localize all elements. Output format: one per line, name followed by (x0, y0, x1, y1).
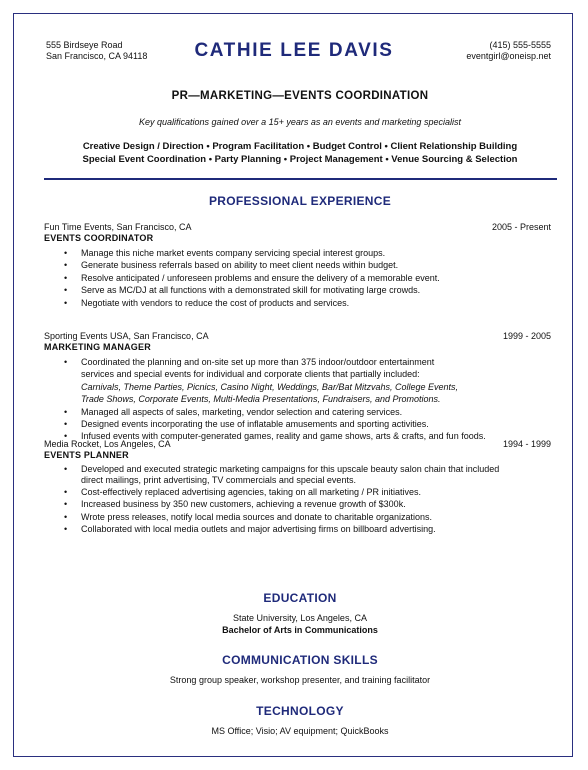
communication-heading: COMMUNICATION SKILLS (222, 653, 378, 667)
job-2-bullets (44, 356, 551, 443)
address-line-1: 555 Birdseye Road (46, 40, 123, 50)
list-item: • Serve as MC/DJ at all functions with a demonstrated skill for motivating large crowds. (44, 284, 551, 296)
technology-text: MS Office; Visio; AV equipment; QuickBooks (211, 726, 389, 736)
bullet-line: direct mailings, print advertising, TV commercials and special events. (81, 475, 356, 485)
job-3-company: Media Rocket, Los Angeles, CA (44, 439, 171, 449)
bullet-line: Trade Shows, Corporate Events, Multi-Media Presentations, Fundraisers, and Promotions. (81, 394, 441, 405)
job-1 (44, 222, 551, 309)
candidate-name: CATHIE LEE DAVIS (194, 40, 394, 61)
job-3-dates: 1994 - 1999 (502, 439, 551, 449)
job-3 (44, 439, 551, 536)
list-item: • Increased business by 350 new customers, achieving a revenue growth of $300k. (44, 498, 551, 510)
bullet-line: Carnivals, Theme Parties, Picnics, Casino Night, Weddings, Bar/Bat Mitzvahs, College Events, (81, 381, 458, 392)
job-1-dates: 2005 - Present (491, 222, 551, 232)
technology-heading: TECHNOLOGY (256, 704, 344, 718)
contact-info (466, 40, 551, 62)
communication-text: Strong group speaker, workshop presenter, and training facilitator (169, 675, 431, 685)
list-item: • Cost-effectively replaced advertising agencies, taking on all marketing / PR initiatives. (44, 486, 551, 498)
job-2-company: Sporting Events USA, San Francisco, CA (44, 331, 209, 341)
email: eventgirl@oneisp.net (466, 51, 551, 61)
job-2-title: MARKETING MANAGER (44, 342, 151, 352)
job-2-dates: 1999 - 2005 (502, 331, 551, 341)
degree: Bachelor of Arts in Communications (222, 624, 378, 635)
keywords-line-2: Special Event Coordination • Party Planning • Project Management • Venue Sourcing & Selection (82, 154, 518, 165)
address-line-2: San Francisco, CA 94118 (46, 51, 148, 61)
school: State University, Los Angeles, CA (233, 613, 367, 623)
education-details (0, 613, 588, 636)
list-item: • Infused events with computer-generated games, reality and game shows, arts & crafts, and fun foods. (44, 430, 551, 442)
keywords (0, 140, 588, 166)
job-1-company: Fun Time Events, San Francisco, CA (44, 222, 192, 232)
job-3-title: EVENTS PLANNER (44, 450, 129, 460)
list-item: • Generate business referrals based on ability to meet client needs within budget. (44, 259, 551, 271)
summary: Key qualifications gained over a 15+ years as an events and marketing specialist (139, 117, 461, 127)
experience-heading: PROFESSIONAL EXPERIENCE (208, 194, 392, 208)
phone: (415) 555-5555 (489, 40, 551, 50)
list-item: • Designed events incorporating the use of inflatable amusements and sporting activities. (44, 418, 551, 430)
list-item: • Negotiate with vendors to reduce the cost of products and services. (44, 297, 551, 309)
list-item: • Collaborated with local media outlets and major advertising firms on billboard advertising. (44, 523, 551, 535)
keywords-line-1: Creative Design / Direction • Program Facilitation • Budget Control • Client Relationship Building (82, 141, 518, 152)
divider (44, 178, 557, 180)
list-item: • Manage this niche market events company servicing special interest groups. (44, 247, 551, 259)
target-title: PR—MARKETING—EVENTS COORDINATION (171, 90, 429, 102)
bullet-line: services and special events for individual and corporate clients that partially included: (81, 369, 420, 380)
job-3-bullets (44, 464, 551, 536)
list-item: • Managed all aspects of sales, marketing, vendor selection and catering services. (44, 406, 551, 418)
bullet-line: • Developed and executed strategic marketing campaigns for this upscale beauty salon chain that included (81, 464, 500, 474)
education-heading: EDUCATION (263, 591, 337, 605)
list-item: • Wrote press releases, notify local media sources and donate to charitable organizations. (44, 511, 551, 523)
bullet-line: • Coordinated the planning and on-site set up more than 375 indoor/outdoor entertainment (81, 357, 435, 367)
list-item: • Resolve anticipated / unforeseen problems and ensure the delivery of a memorable event. (44, 272, 551, 284)
job-2 (44, 331, 551, 443)
list-item (44, 464, 551, 486)
job-1-bullets (44, 247, 551, 309)
list-item (44, 356, 551, 406)
job-1-title: EVENTS COORDINATOR (44, 233, 154, 243)
